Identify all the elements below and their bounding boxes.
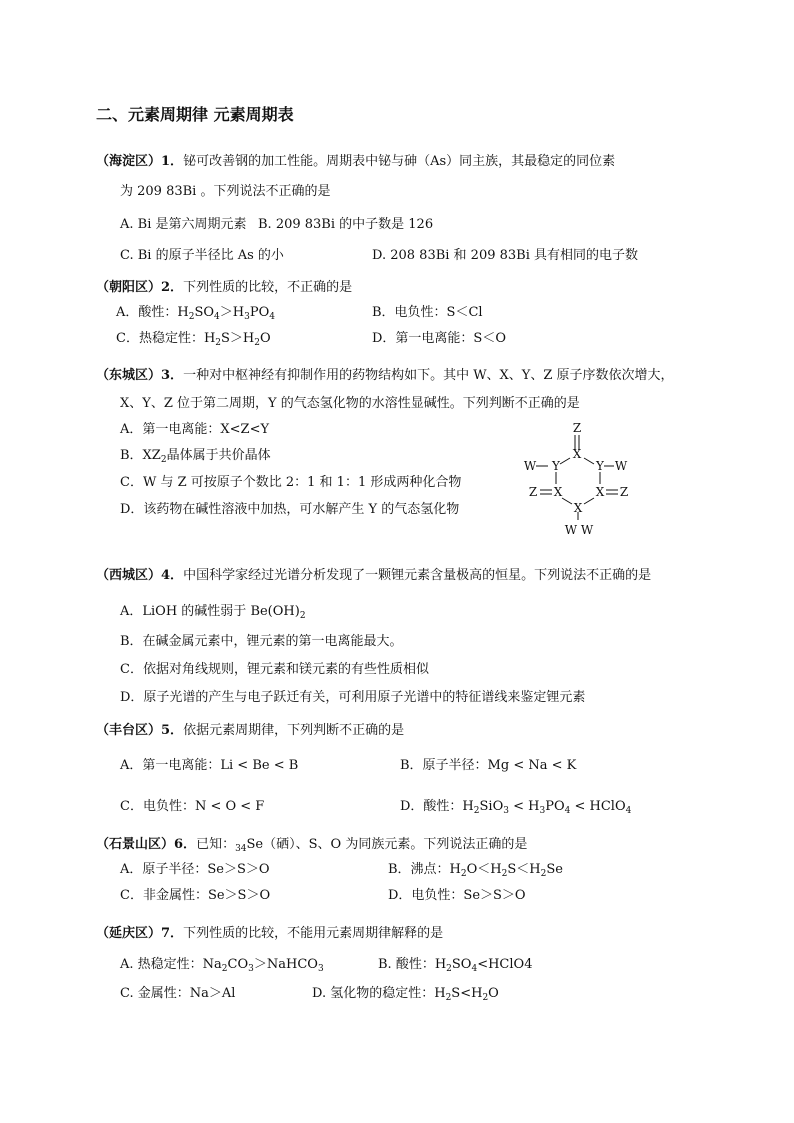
- question-1-stem-2: 为 209 83Bi 。下列说法不正确的是: [120, 184, 331, 199]
- option-c: C．非金属性：Se＞S＞O: [120, 888, 271, 903]
- stem-text: 依据元素周期律，下列判断不正确的是: [183, 723, 405, 738]
- question-2-stem: [96, 279, 352, 297]
- district-label: （丰台区）: [96, 723, 162, 738]
- option-b: B. 209 83Bi 的中子数是 126: [258, 217, 434, 232]
- district-label: （海淀区）: [96, 154, 162, 169]
- option-d: D．第一电离能：S＜O: [372, 331, 506, 346]
- district-label: （石景山区）: [96, 837, 175, 852]
- question-3-stem: [96, 367, 674, 385]
- option-c: C．电负性：N < O < F: [120, 799, 265, 814]
- option-a: A．第一电离能：X<Z<Y: [120, 422, 270, 437]
- question-4-stem: [96, 567, 651, 585]
- atom-label: X: [595, 485, 605, 499]
- option-d: D．原子光谱的产生与电子跃迁有关，可利用原子光谱中的特征谱线来鉴定锂元素: [120, 690, 586, 705]
- molecule-structure-diagram: [520, 420, 640, 540]
- question-number: 5．: [161, 723, 184, 738]
- district-label: （延庆区）: [96, 926, 162, 941]
- question-1-stem: [96, 153, 615, 171]
- option-c: C．依据对角线规则，锂元素和镁元素的有些性质相似: [120, 662, 429, 677]
- question-number: 1．: [161, 154, 184, 169]
- option-c: C．热稳定性：$H_2S>H_2O$: [116, 331, 271, 348]
- stem-text: 下列性质的比较，不能用元素周期律解释的是: [183, 926, 444, 941]
- atom-label: Z: [572, 421, 582, 435]
- option-a: A．酸性：$H_2SO_4>H_3PO_4$: [116, 305, 275, 322]
- option-c: C. 金属性：Na＞Al: [120, 986, 236, 1001]
- atom-label: Y: [552, 459, 560, 473]
- district-label: （东城区）: [96, 368, 162, 383]
- atom-label: W: [614, 459, 628, 473]
- question-number: 2．: [161, 280, 184, 295]
- stem-text: 一种对中枢神经有抑制作用的药物结构如下。其中 W、X、Y、Z 原子序数依次增大，: [183, 368, 674, 383]
- atom-label: Y: [596, 459, 604, 473]
- option-a: A. Bi 是第六周期元素: [120, 217, 247, 232]
- question-3-stem-2: X、Y、Z 位于第二周期，Y 的气态氢化物的水溶性显碱性。下列判断不正确的是: [120, 396, 580, 411]
- option-a: A．LiOH 的碱性弱于 $Be(OH)_2$: [120, 604, 306, 621]
- question-number: 6．: [174, 837, 197, 852]
- district-label: （西城区）: [96, 568, 162, 583]
- question-number: 4．: [161, 568, 184, 583]
- option-d: D. 208 83Bi 和 209 83Bi 具有相同的电子数: [372, 248, 639, 263]
- atom-label: W W: [564, 523, 594, 537]
- district-label: （朝阳区）: [96, 280, 162, 295]
- option-c: C. Bi 的原子半径比 As 的小: [120, 248, 284, 263]
- option-d: D．酸性：$H_2SiO_3 < H_3PO_4$ < HClO$_4$: [400, 799, 632, 816]
- option-a: A．原子半径：Se＞S＞O: [120, 862, 270, 877]
- option-b: B．在碱金属元素中，锂元素的第一电离能最大。: [120, 634, 403, 649]
- atom-label: X: [553, 485, 563, 499]
- option-b: B．原子半径：Mg < Na < K: [400, 758, 577, 773]
- option-b: B. 酸性：$H_2SO_4<HClO4$: [378, 957, 533, 974]
- question-number: 3．: [161, 368, 184, 383]
- stem-text: 中国科学家经过光谱分析发现了一颗锂元素含量极高的恒星。下列说法不正确的是: [183, 568, 652, 583]
- option-a: A．第一电离能：Li < Be < B: [120, 758, 299, 773]
- option-d: D. 氢化物的稳定性：$H_2S<H_2O$: [312, 986, 499, 1003]
- atom-label: Z: [528, 485, 538, 499]
- question-6-stem: （石景山区）6．已知：$_{34}$Se（硒）、S、O 为同族元素。下列说法正确的是: [96, 837, 528, 854]
- stem-text: 下列性质的比较，不正确的是: [183, 280, 353, 295]
- option-b: B．$XZ_2$晶体属于共价晶体: [120, 448, 271, 465]
- option-d: D．电负性：Se＞S＞O: [388, 888, 526, 903]
- question-number: 7．: [161, 926, 184, 941]
- atom-label: Z: [619, 485, 629, 499]
- atom-label: X: [573, 501, 583, 515]
- option-a: A. 热稳定性：$Na_2CO_3>NaHCO_3$: [120, 957, 324, 974]
- atom-label: X: [572, 447, 582, 461]
- atom-label: W: [523, 459, 537, 473]
- option-d: D．该药物在碱性溶液中加热，可水解产生 Y 的气态氢化物: [120, 502, 460, 517]
- question-7-stem: [96, 925, 443, 943]
- stem-text: 铋可改善钢的加工性能。周期表中铋与砷（As）同主族，其最稳定的同位素: [183, 154, 616, 169]
- option-b: B．沸点：$H_2O<H_2S<H_2Se$: [388, 862, 563, 879]
- option-c: C．W 与 Z 可按原子个数比 2：1 和 1：1 形成两种化合物: [120, 475, 462, 490]
- question-5-stem: [96, 722, 404, 740]
- option-b: B．电负性：S＜Cl: [372, 305, 483, 320]
- section-title: 二、元素周期律 元素周期表: [96, 105, 294, 124]
